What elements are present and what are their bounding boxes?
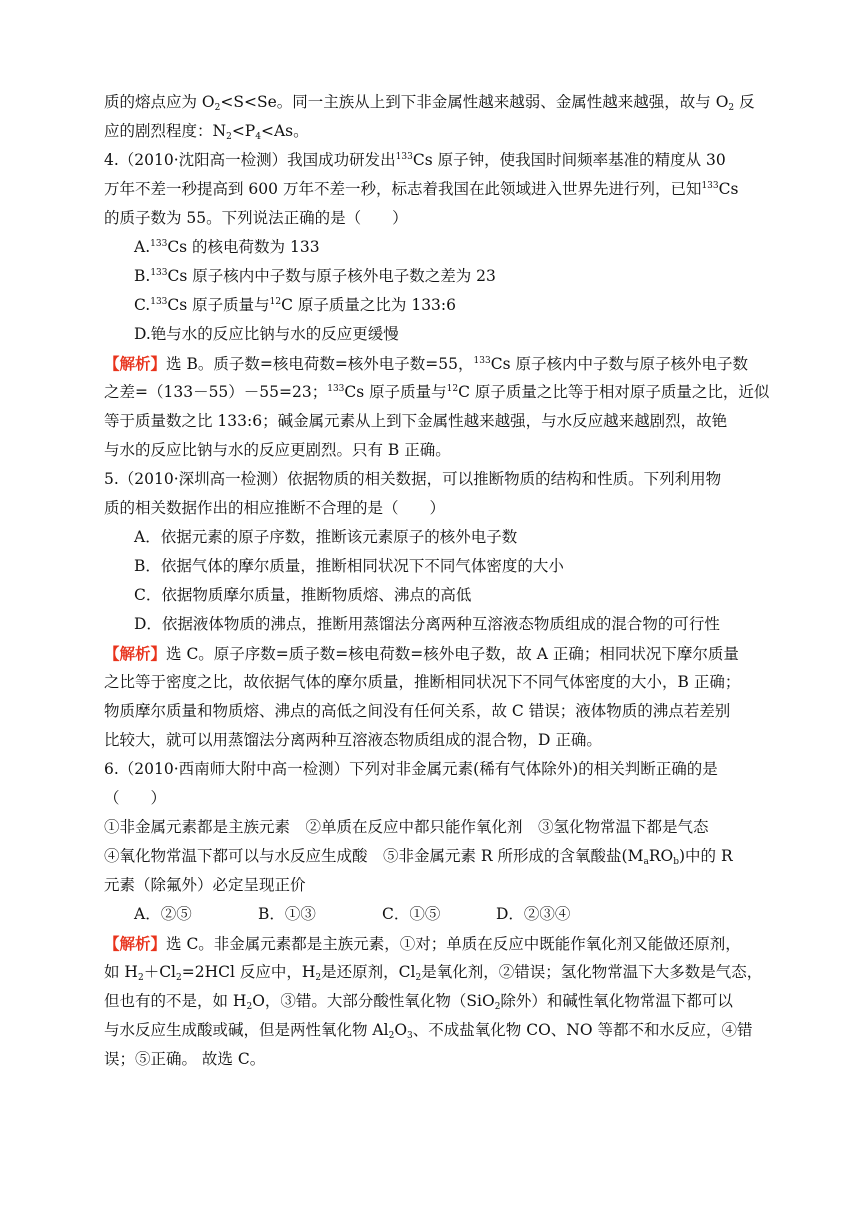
document-body — [104, 88, 770, 1074]
q6-stem-line-3: ①非金属元素都是主族元素 ②单质在反应中都只能作氧化剂 ③氢化物常温下都是气态 — [104, 818, 709, 836]
q5-answer-line-1: 【解析】选 C。原子序数=质子数=核电荷数=核外电子数，故 A 正确；相同状况下摩尔质量 — [104, 644, 739, 663]
q4-stem-line-3: 的质子数为 55。下列说法正确的是（ ） — [104, 209, 408, 227]
q4-stem-line-2: 万年不差一秒提高到 600 万年不差一秒，标志着我国在此领域进入世界先进行列，已知$^{133}$Cs — [104, 180, 739, 198]
q4-option-a: A.$^{133}$Cs 的核电荷数为 133 — [134, 238, 320, 256]
q5-answer-line-2: 之比等于密度之比，故依据气体的摩尔质量，推断相同状况下不同气体密度的大小，B 正确； — [104, 673, 741, 691]
q4-answer-line-2: 之差=（133－55）－55=23；$^{133}$Cs 原子质量与$^{12}$C 原子质量之比等于相对原子质量之比，近似 — [104, 383, 770, 401]
q4-answer-line-3: 等于质量数之比 133:6；碱金属元素从上到下金属性越来越强，与水反应越来越剧烈，故铯 — [104, 412, 728, 430]
q5-option-c: C．依据物质摩尔质量，推断物质熔、沸点的高低 — [134, 586, 472, 604]
q4-option-b: B.$^{133}$Cs 原子核内中子数与原子核外电子数之差为 23 — [134, 267, 496, 285]
q5-option-b: B．依据气体的摩尔质量，推断相同状况下不同气体密度的大小 — [134, 557, 564, 575]
q4-answer-line-4: 与水的反应比钠与水的反应更剧烈。只有 B 正确。 — [104, 441, 451, 459]
answer-label: 【解析】 — [104, 354, 167, 373]
q6-stem-line-4: ④氧化物常温下都可以与水反应生成酸 ⑤非金属元素 R 所形成的含氧酸盐$(M_aRO_b)$中的 R — [104, 847, 733, 867]
q5-answer-line-3: 物质摩尔质量和物质熔、沸点的高低之间没有任何关系，故 C 错误；液体物质的沸点若差别 — [104, 702, 731, 720]
q6-answer-line-1: 【解析】选 C。非金属元素都是主族元素，①对；单质在反应中既能作氧化剂又能做还原剂， — [104, 934, 741, 953]
answer-label: 【解析】 — [104, 644, 167, 663]
q6-options — [104, 900, 744, 929]
q6-option-c: C．①⑤ — [382, 905, 441, 923]
q6-answer-line-3: 但也有的不是，如 $H_2O$，③错。大部分酸性氧化物（SiO$_2$除外）和碱性氧化物常温下都可以 — [104, 992, 733, 1012]
intro-line-1: 质的熔点应为 $O_2<S<Se$。同一主族从上到下非金属性越来越弱、金属性越来越强，故与 $O_2$ 反 — [104, 93, 755, 113]
q6-stem-line-5: 元素（除氟外）必定呈现正价 — [104, 876, 306, 894]
q4-stem-line-1: 4.（2010·沈阳高一检测）我国成功研发出$^{133}$Cs 原子钟，使我国时间频率基准的精度从 30 — [104, 151, 726, 169]
q5-option-a: A．依据元素的原子序数，推断该元素原子的核外电子数 — [134, 528, 518, 546]
q6-answer-line-2: 如 $H_2+Cl_2=2HCl$ 反应中，$H_2$是还原剂，$Cl_2$是氧化剂，②错误；氢化物常温下大多数是气态， — [104, 963, 763, 983]
q5-answer-line-4: 比较大，就可以用蒸馏法分离两种互溶液态物质组成的混合物，D 正确。 — [104, 731, 602, 749]
q6-answer-line-4: 与水反应生成酸或碱，但是两性氧化物 $Al_2O_3$、不成盐氧化物 CO、NO 等都不和水反应，④错 — [104, 1021, 753, 1041]
intro-line-2: 应的剧烈程度：$N_2<P_4<As$。 — [104, 122, 309, 142]
q6-option-a: A．②⑤ — [134, 905, 192, 923]
q6-option-b: B．①③ — [258, 905, 316, 923]
q5-stem-line-1: 5.（2010·深圳高一检测）依据物质的相关数据，可以推断物质的结构和性质。下列利用物 — [104, 470, 722, 488]
q4-option-d: D.铯与水的反应比钠与水的反应更缓慢 — [134, 325, 399, 343]
q5-stem-line-2: 质的相关数据作出的相应推断不合理的是（ ） — [104, 499, 446, 517]
q4-answer-line-1: 【解析】选 B。质子数=核电荷数=核外电子数=55，$^{133}$Cs 原子核内中子数与原子核外电子数 — [104, 354, 748, 373]
answer-label: 【解析】 — [104, 934, 167, 953]
q6-stem-line-1: 6.（2010·西南师大附中高一检测）下列对非金属元素(稀有气体除外)的相关判断正确的是 — [104, 760, 718, 778]
q6-option-d: D．②③④ — [496, 905, 571, 923]
q5-option-d: D．依据液体物质的沸点，推断用蒸馏法分离两种互溶液态物质组成的混合物的可行性 — [134, 615, 720, 633]
q6-answer-line-5: 误；⑤正确。 故选 C。 — [104, 1050, 266, 1068]
q4-option-c: C.$^{133}$Cs 原子质量与$^{12}$C 原子质量之比为 133:6 — [134, 296, 457, 314]
q6-stem-line-2: （ ） — [104, 789, 167, 807]
